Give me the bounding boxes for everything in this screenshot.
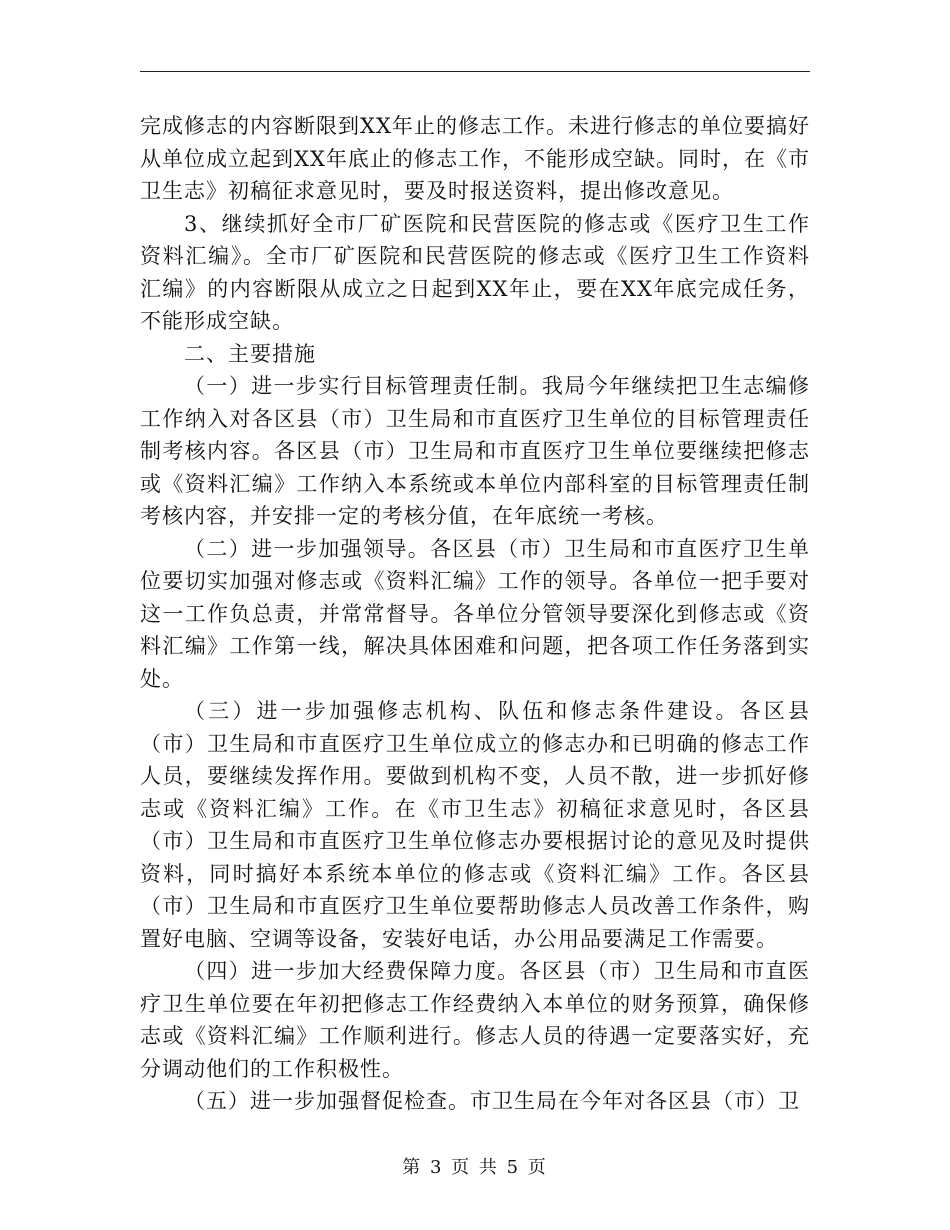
page-number-footer: 第 3 页 共 5 页 <box>402 1157 548 1178</box>
paragraph-measure-2: （二）进一步加强领导。各区县（市）卫生局和市直医疗卫生单位要切实加强对修志或《资料汇编》工作的领导。各单位一把手要对这一工作负总责，并常常督导。各单位分管领导要深化到修志或《资料汇编》工作第一线，解决具体困难和问题，把各项工作任务落到实处。 <box>140 536 810 691</box>
paragraph-continuation: 完成修志的内容断限到XX年止的修志工作。未进行修志的单位要搞好从单位成立起到XX年底止的修志工作，不能形成空缺。同时，在《市卫生志》初稿征求意见时，要及时报送资料，提出修改意见。 <box>140 114 810 203</box>
paragraph-item-3: 3、继续抓好全市厂矿医院和民营医院的修志或《医疗卫生工作资料汇编》。全市厂矿医院和民营医院的修志或《医疗卫生工作资料汇编》的内容断限从成立之日起到XX年止，要在XX年底完成任务，不能形成空缺。 <box>140 211 810 333</box>
paragraph-measure-1: （一）进一步实行目标管理责任制。我局今年继续把卫生志编修工作纳入对各区县（市）卫生局和市直医疗卫生单位的目标管理责任制考核内容。各区县（市）卫生局和市直医疗卫生单位要继续把修志或《资料汇编》工作纳入本系统或本单位内部科室的目标管理责任制考核内容，并安排一定的考核分值，在年底统一考核。 <box>140 374 810 528</box>
paragraph-measure-3: （三）进一步加强修志机构、队伍和修志条件建设。各区县（市）卫生局和市直医疗卫生单位成立的修志办和已明确的修志工作人员，要继续发挥作用。要做到机构不变，人员不散，进一步抓好修志或《资料汇编》工作。在《市卫生志》初稿征求意见时，各区县（市）卫生局和市直医疗卫生单位修志办要根据讨论的意见及时提供资料，同时搞好本系统本单位的修志或《资料汇编》工作。各区县（市）卫生局和市直医疗卫生单位要帮助修志人员改善工作条件，购置好电脑、空调等设备，安装好电话，办公用品要满足工作需要。 <box>140 699 810 951</box>
document-body <box>140 110 810 1118</box>
paragraph-measure-5: （五）进一步加强督促检查。市卫生局在今年对各区县（市）卫 <box>184 1089 800 1113</box>
paragraph-measure-4: （四）进一步加大经费保障力度。各区县（市）卫生局和市直医疗卫生单位要在年初把修志工作经费纳入本单位的财务预算，确保修志或《资料汇编》工作顺利进行。修志人员的待遇一定要落实好，充分调动他们的工作积极性。 <box>140 959 810 1081</box>
header-rule <box>140 71 810 72</box>
section-heading-measures: 二、主要措施 <box>184 341 316 366</box>
